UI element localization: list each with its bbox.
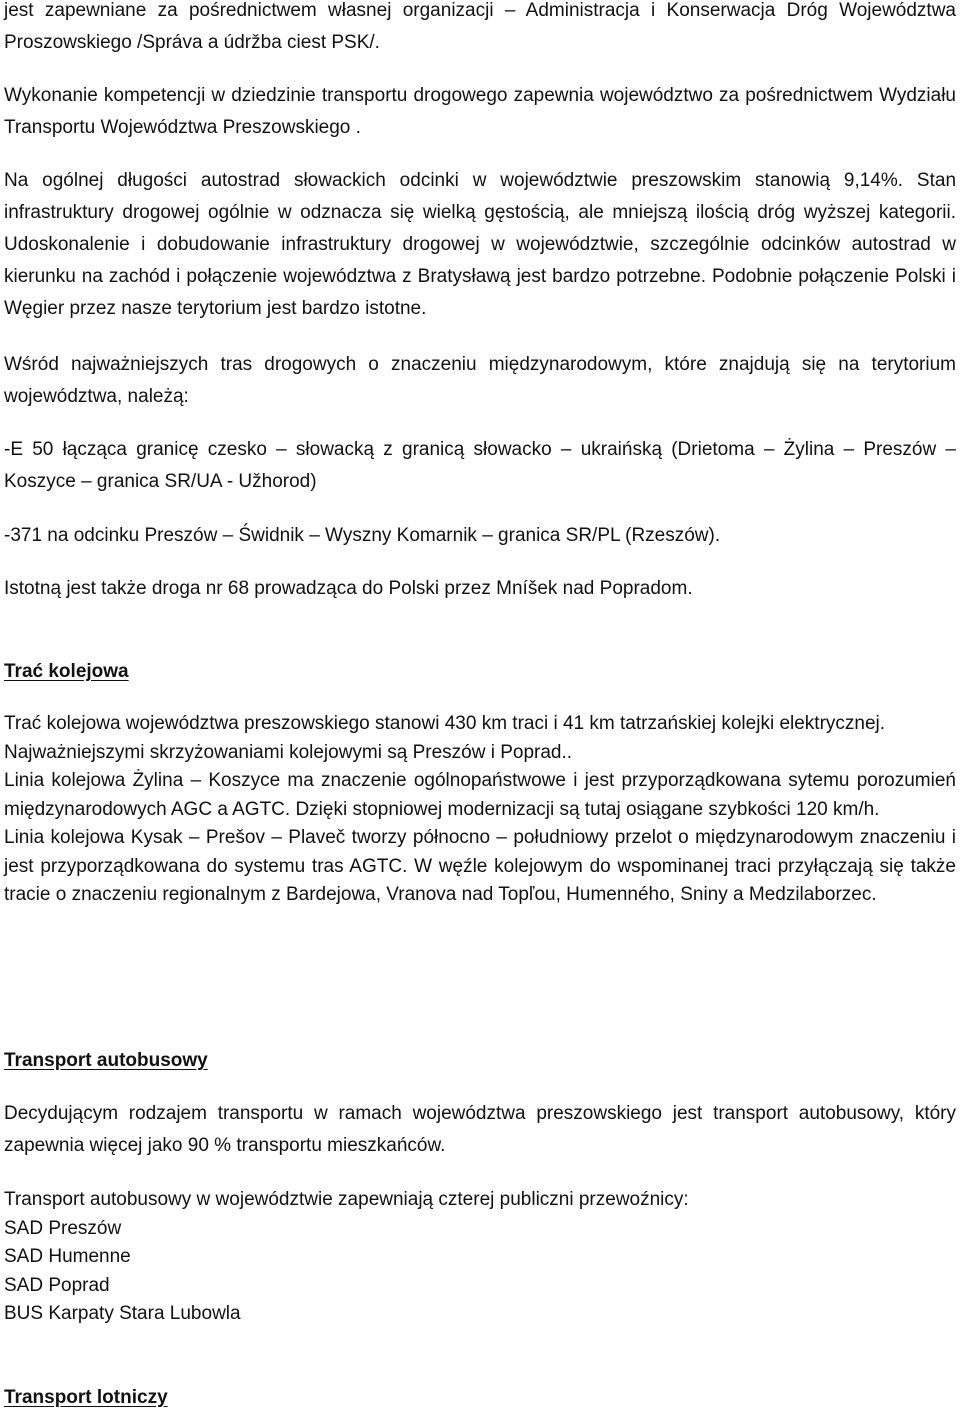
route-e50: -E 50 łącząca granicę czesko – słowacką z granicą słowacko – ukraińską (Drietoma – Żylina – Preszów – Koszyce – granica SR/UA - Užhorod) (4, 439, 956, 492)
roads-sentence-3: Udoskonalenie i dobudowanie infrastruktury drogowej w województwie, szczególnie odcinków autostrad w kierunku na zachód i połączenie województwa z Bratysławą jest bardzo potrzebne. (4, 234, 956, 287)
air-heading: Transport lotniczy (4, 1387, 168, 1408)
road-68: Istotną jest także droga nr 68 prowadząca do Polski przez Mníšek nad Popradom. (4, 578, 693, 599)
roads-paragraph (4, 165, 956, 325)
intro-paragraph-1: jest zapewniane za pośrednictwem własnej organizacji – Administracja i Konserwacja Dróg Województwa Proszowskiego /Správa a údržba ciest PSK/. (4, 0, 956, 53)
bus-carriers-intro: Transport autobusowy w województwie zapewniają czterej publiczni przewoźnicy: (4, 1189, 689, 1210)
bus-paragraph-1: Decydującym rodzajem transportu w ramach województwa preszowskiego jest transport autobusowy, który zapewnia więcej jako 90 % transportu mieszkańców. (4, 1103, 956, 1156)
bus-carriers-section (4, 1186, 956, 1329)
rail-line-4: Linia kolejowa Kysak – Prešov – Plaveč tworzy północno – południowy przelot o międzynarodowym znaczeniu i jest przyporządkowana do systemu tras AGTC. W węźle kolejowym do wspominanej traci przyłączają się także tracie o znaczeniu regionalnym z Bardejowa, Vranova nad Topľou, Humenného, Sniny a Medzilaborzec. (4, 827, 956, 905)
routes-intro: Wśród najważniejszych tras drogowych o znaczeniu międzynarodowym, które znajdują się na terytorium województwa, należą: (4, 354, 956, 407)
roads-sentence-4: Podobnie połączenie Polski i Węgier przez nasze terytorium jest bardzo istotne. (4, 266, 956, 319)
intro-paragraph-2: Wykonanie kompetencji w dziedzinie transportu drogowego zapewnia województwo za pośrednictwem Wydziału Transportu Województwa Preszowskiego . (4, 85, 956, 138)
rail-section (4, 710, 956, 910)
bus-carrier-item: SAD Humenne (4, 1246, 131, 1267)
roads-sentence-1: Na ogólnej długości autostrad słowackich odcinki w województwie preszowskim stanowią 9,14%. (4, 170, 904, 191)
bus-carrier-item: SAD Preszów (4, 1217, 122, 1239)
roads-sentence-2: Stan infrastruktury drogowej ogólnie w odznacza się wielką gęstością, ale mniejszą ilością dróg wyższej kategorii. (4, 170, 957, 223)
rail-heading: Trać kolejowa (4, 661, 129, 682)
bus-carrier-item: SAD Poprad (4, 1274, 110, 1296)
bus-heading: Transport autobusowy (4, 1050, 208, 1071)
rail-line-2: Najważniejszymi skrzyżowaniami kolejowymi są Preszów i Poprad.. (4, 741, 573, 763)
bus-carrier-item: BUS Karpaty Stara Lubowla (4, 1303, 241, 1324)
rail-line-3: Linia kolejowa Żylina – Koszyce ma znaczenie ogólnopaństwowe i jest przyporządkowana sytemu porozumień międzynarodowych AGC a AGTC. Dzięki stopniowej modernizacji są tutaj osiągane szybkości 120 km/h. (4, 770, 956, 820)
route-371: -371 na odcinku Preszów – Świdnik – Wyszny Komarnik – granica SR/PL (Rzeszów). (4, 525, 721, 546)
rail-line-1: Trać kolejowa województwa preszowskiego stanowi 430 km traci i 41 km tatrzańskiej kolejki elektrycznej. (4, 713, 886, 734)
